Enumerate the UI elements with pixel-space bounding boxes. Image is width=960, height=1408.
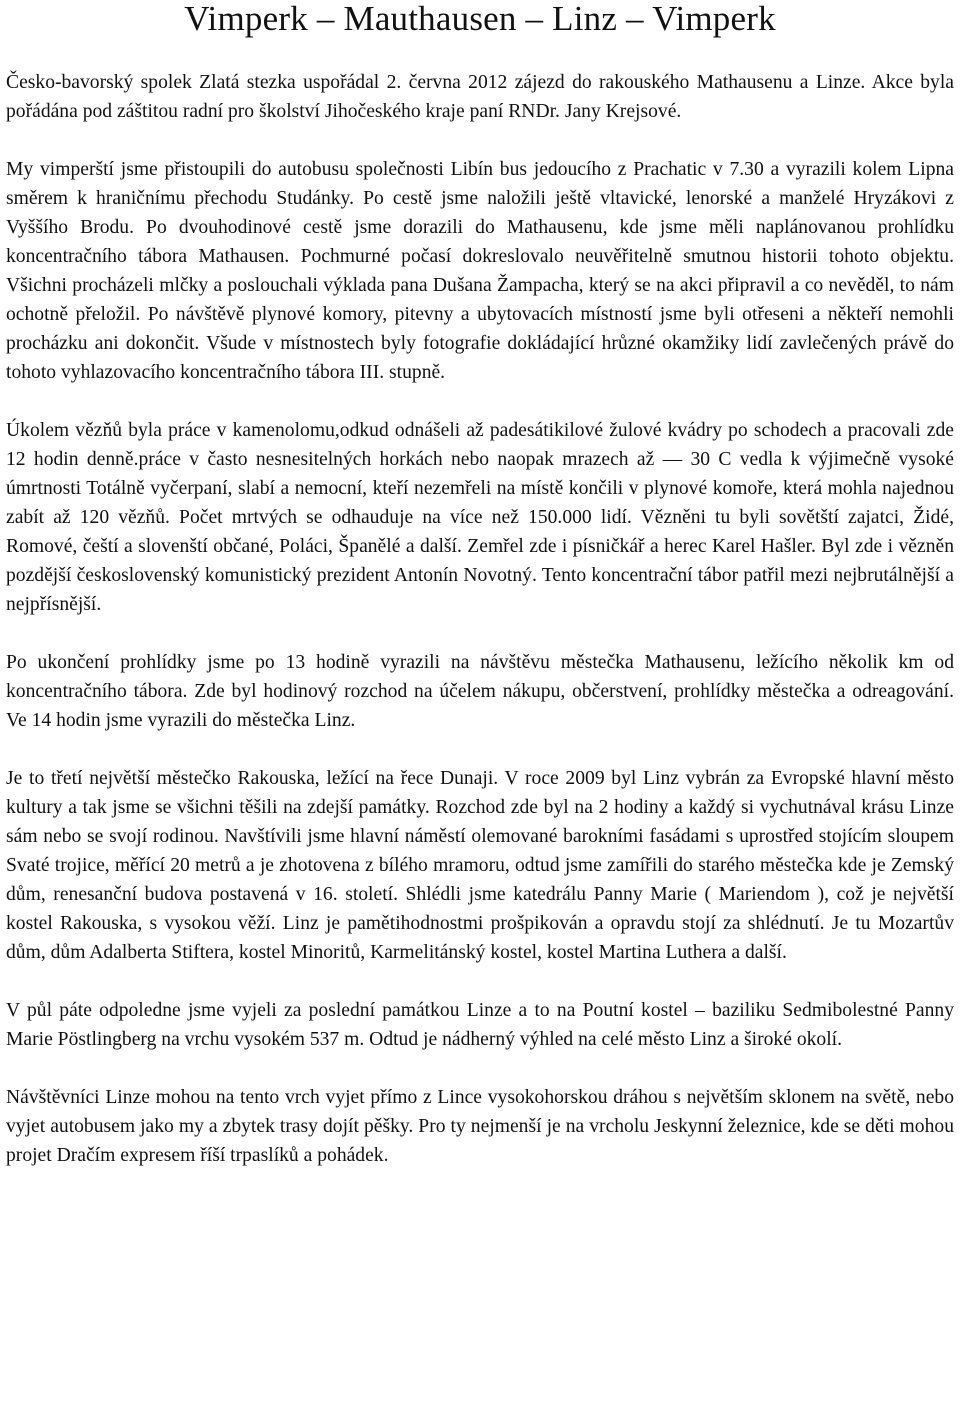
paragraph-prisoners: Úkolem vězňů byla práce v kamenolomu,odkud odnášeli až padesátikilové žulové kvádry po schodech a pracovali zde 12 hodin denně.práce v často nesnesitelných horkách nebo naopak mrazech až — 30 C vedla k výjimečně vysoké úmrtnosti Totálně vyčerpaní, slabí a nemocní, kteří nezemřeli na místě končili v plynové komoře, která mohla najednou zabít až 120 vězňů. Počet mrtvých se odhauduje na více než 150.000 lidí. Vězněni tu byli sovětští zajatci, Židé, Romové, čeští a slovenští občané, Poláci, Španělé a další. Zemřel zde i písničkář a herec Karel Hašler. Byl zde i vězněn pozdější československý komunistický prezident Antonín Novotný. Tento koncentrační tábor patřil mezi nejbrutálnější a nejpřísnější. [6, 420, 954, 615]
paragraph-linz: Je to třetí největší městečko Rakouska, ležící na řece Dunaji. V roce 2009 byl Linz vybrán za Evropské hlavní město kultury a tak jsme se všichni těšili na zdejší památky. Rozchod zde byl na 2 hodiny a každý si vychutnával krásu Linze sám nebo se svojí rodinou. Navštívili jsme hlavní náměstí olemované barokními fasádami s uprostřed stojícím sloupem Svaté trojice, měřící 20 metrů a je zhotovena z bílého mramoru, odtud jsme zamířili do starého městečka kde je Zemský dům, renesanční budova postavená v 16. století. Shlédli jsme katedrálu Panny Marie ( Mariendom ), což je největší kostel Rakouska, s vysokou věží. Linz je pamětihodnostmi prošpikován a opravdu stojí za shlédnutí. Je tu Mozartův dům, dům Adalberta Stiftera, kostel Minoritů, Karmelitánský kostel, kostel Martina Luthera a další. [6, 768, 954, 963]
paragraph-intro: Česko-bavorský spolek Zlatá stezka uspořádal 2. června 2012 zájezd do rakouského Mathausenu a Linze. Akce byla pořádána pod záštitou radní pro školství Jihočeského kraje paní RNDr. Jany Krejsové. [6, 72, 954, 122]
page-title: Vimperk – Mauthausen – Linz – Vimperk [184, 0, 776, 38]
paragraph-visitors: Návštěvníci Linze mohou na tento vrch vyjet přímo z Lince vysokohorskou dráhou s největším sklonem na světě, nebo vyjet autobusem jako my a zbytek trasy dojít pěšky. Pro ty nejmenší je na vrcholu Jeskynní železnice, kde se děti mohou projet Dračím expresem říší trpaslíků a pohádek. [6, 1087, 954, 1166]
document-page [6, 0, 954, 1170]
paragraph-mauthausen-visit: My vimperští jsme přistoupili do autobusu společnosti Libín bus jedoucího z Prachatic v 7.30 a vyrazili kolem Lipna směrem k hraničnímu přechodu Studánky. Po cestě jsme naložili ještě vltavické, lenorské a manželé Hryzákovi z Vyššího Brodu. Po dvouhodinové cestě jsme dorazili do Mathausenu, kde jsme měli naplánovanou prohlídku koncentračního tábora Mathausen. Pochmurné počasí dokreslovalo neuvěřitelně smutnou historii tohoto objektu. Všichni procházeli mlčky a poslouchali výklada pana Dušana Žampacha, který se na akci připravil a co nevěděl, to nám ochotně přeložil. Po návštěvě plynové komory, pitevny a ubytovacích místností jsme byli otřeseni a někteří nemohli procházku ani dokončit. Všude v místnostech byly fotografie dokládající hrůzné okamžiky lidí zavlečených právě do tohoto vyhlazovacího koncentračního tábora III. stupně. [6, 159, 954, 383]
paragraph-mauthausen-town: Po ukončení prohlídky jsme po 13 hodině vyrazili na návštěvu městečka Mathausenu, ležícího několik km od koncentračního tábora. Zde byl hodinový rozchod na účelem nákupu, občerstvení, prohlídky městečka a odreagování. Ve 14 hodin jsme vyrazili do městečka Linz. [6, 652, 954, 731]
paragraph-postlingberg: V půl páte odpoledne jsme vyjeli za poslední památkou Linze a to na Poutní kostel – baziliku Sedmibolestné Panny Marie Pöstlingberg na vrchu vysokém 537 m. Odtud je nádherný výhled na celé město Linz a široké okolí. [6, 1000, 954, 1050]
